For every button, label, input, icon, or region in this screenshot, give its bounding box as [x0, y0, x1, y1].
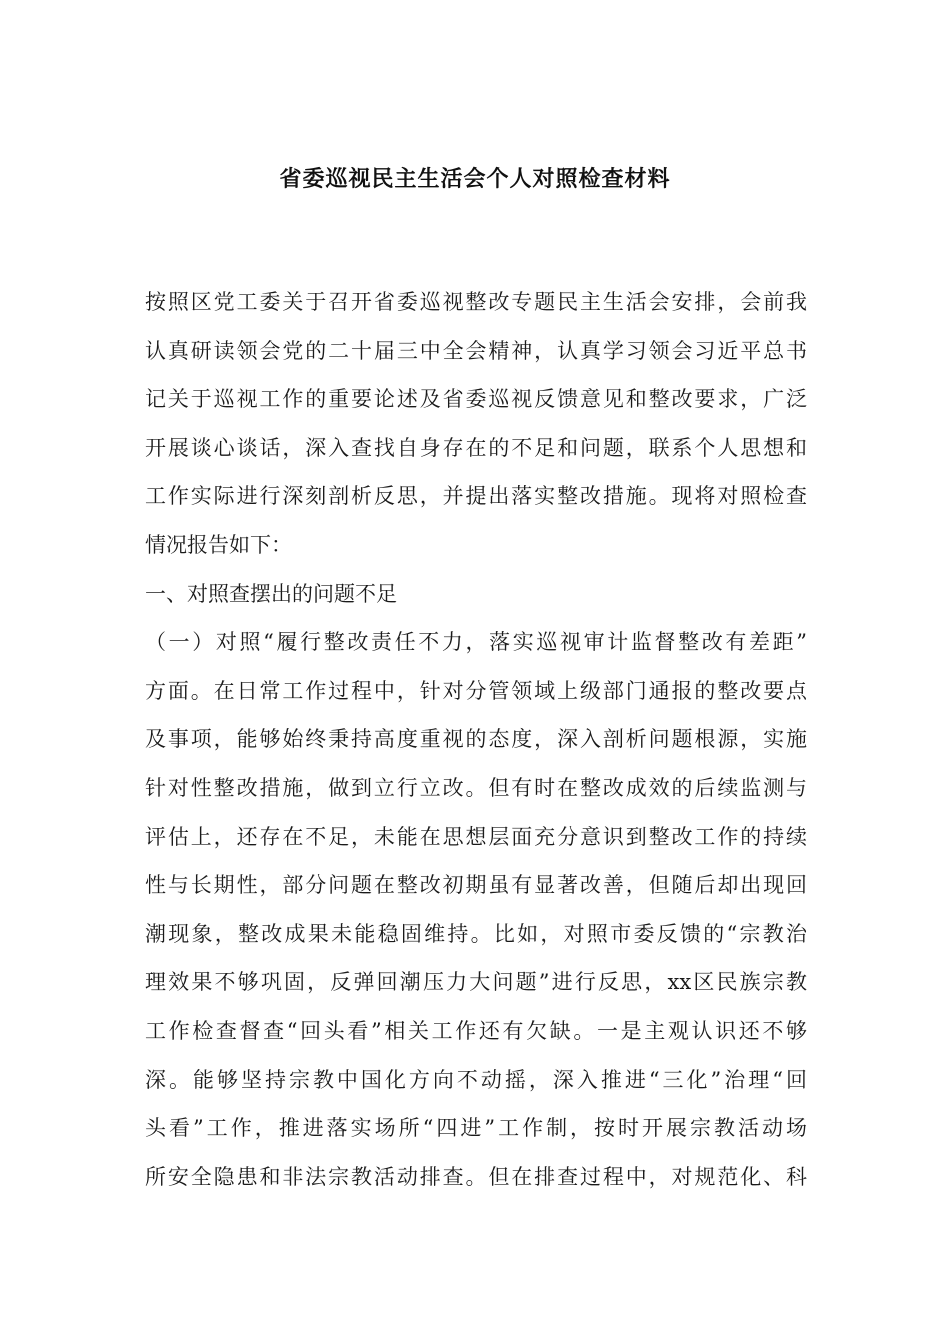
body-line: 深。能够坚持宗教中国化方向不动摇，深入推进“三化”治理“回: [145, 1067, 807, 1092]
body-line: 所安全隐患和非法宗教活动排查。但在排查过程中，对规范化、科: [145, 1164, 807, 1189]
body-line: 理效果不够巩固，反弹回潮压力大问题”进行反思，xx区民族宗教: [145, 970, 807, 995]
body-line: 按照区党工委关于召开省委巡视整改专题民主生活会安排，会前我: [145, 290, 807, 314]
body-line: 工作检查督查“回头看”相关工作还有欠缺。一是主观认识还不够: [145, 1018, 807, 1043]
body-line: 认真研读领会党的二十届三中全会精神，认真学习领会习近平总书: [145, 338, 807, 363]
body-line: 开展谈心谈话，深入查找自身存在的不足和问题，联系个人思想和: [145, 435, 807, 460]
body-line: 情况报告如下：: [145, 532, 292, 557]
body-line: 针对性整改措施，做到立行立改。但有时在整改成效的后续监测与: [145, 775, 807, 800]
body-line: 工作实际进行深刻剖析反思，并提出落实整改措施。现将对照检查: [145, 484, 807, 509]
body-line: 记关于巡视工作的重要论述及省委巡视反馈意见和整改要求，广泛: [145, 387, 807, 412]
body-line: 潮现象，整改成果未能稳固维持。比如，对照市委反馈的“宗教治: [145, 921, 807, 946]
body-line: 方面。在日常工作过程中，针对分管领域上级部门通报的整改要点: [145, 678, 807, 703]
body-line: 性与长期性，部分问题在整改初期虽有显著改善，但随后却出现回: [145, 873, 807, 898]
document-title: 省委巡视民主生活会个人对照检查材料: [279, 167, 671, 192]
body-line: 及事项，能够始终秉持高度重视的态度，深入剖析问题根源，实施: [145, 727, 807, 752]
document-body: [145, 278, 807, 1201]
section-heading: 一、对照查摆出的问题不足: [145, 581, 397, 606]
body-line: 评估上，还存在不足，未能在思想层面充分意识到整改工作的持续: [145, 824, 807, 849]
body-line: （一）对照“履行整改责任不力，落实巡视审计监督整改有差距”: [145, 630, 807, 655]
body-line: 头看”工作，推进落实场所“四进”工作制，按时开展宗教活动场: [145, 1116, 807, 1141]
